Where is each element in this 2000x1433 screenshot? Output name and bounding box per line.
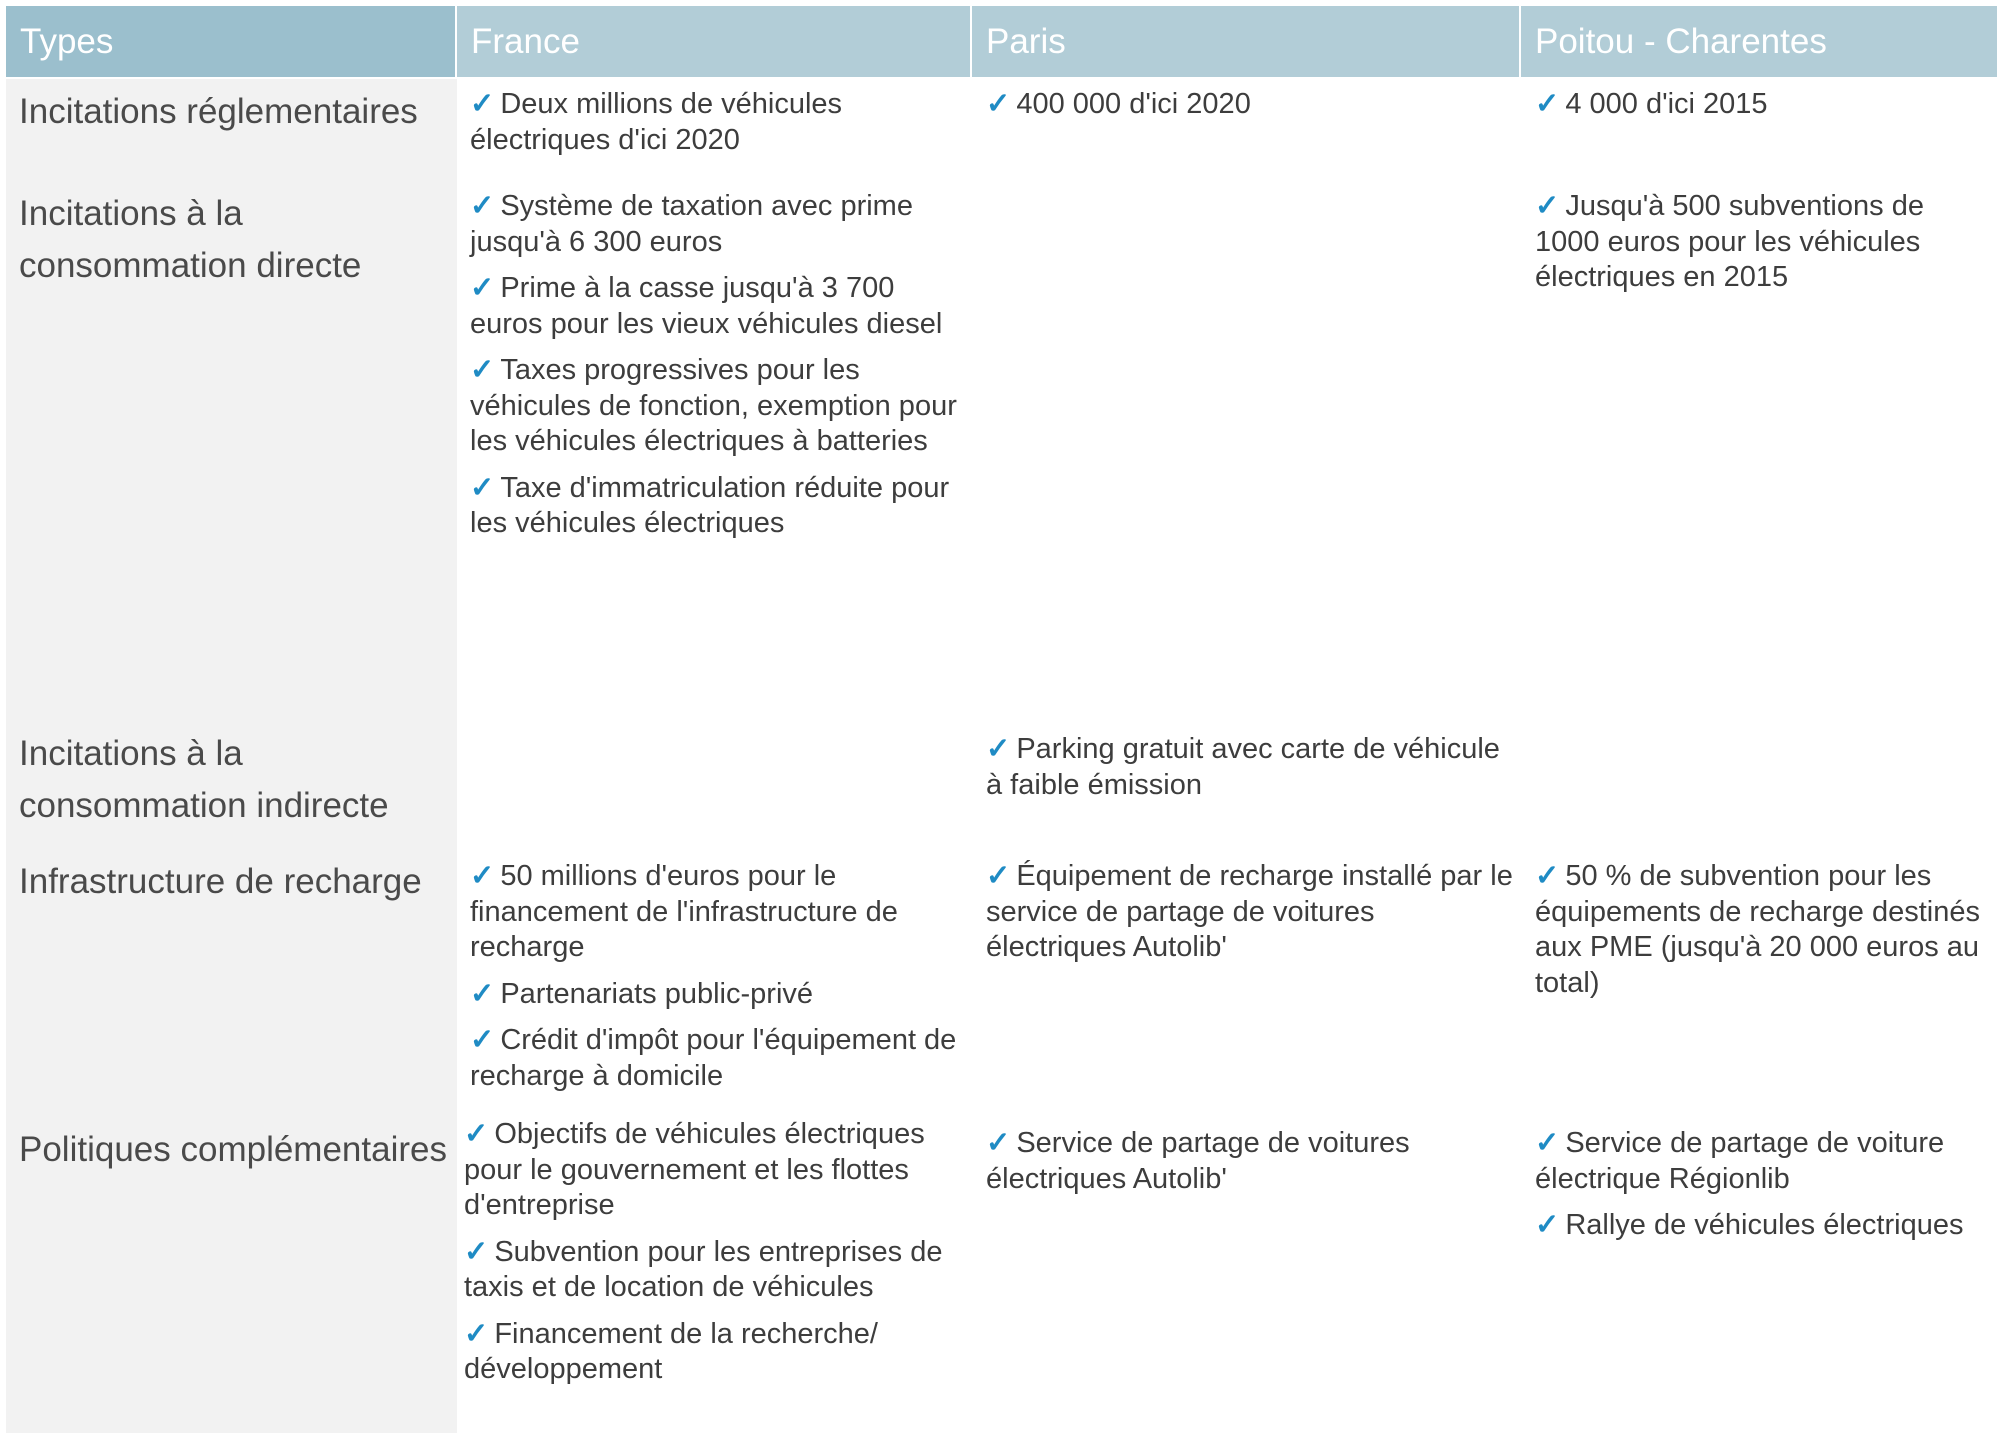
header-france: France — [457, 6, 972, 77]
checkmark-icon: ✓ — [464, 1317, 489, 1350]
list-item-text: Système de taxation avec prime jusqu'à 6 300 euros — [470, 190, 913, 258]
list-item-text: Financement de la recherche/ développement — [464, 1317, 878, 1385]
checkmark-icon: ✓ — [470, 354, 495, 386]
list-item — [1535, 859, 1995, 1001]
header-divider — [1519, 6, 1521, 77]
cell-france-row-1 — [470, 87, 960, 169]
list-item — [1535, 189, 1995, 296]
list-item — [464, 1117, 954, 1224]
row-label-infrastructure: Infrastructure de recharge — [19, 862, 422, 901]
checkmark-icon: ✓ — [1535, 88, 1560, 120]
cell-poitou-row-1 — [1535, 87, 1995, 134]
list-item — [470, 353, 960, 460]
checkmark-icon: ✓ — [470, 860, 495, 892]
row-label-conso-directe: Incitations à la consommation directe — [19, 194, 362, 285]
cell-poitou-row-4 — [1535, 859, 1995, 1012]
list-item-text: Service de partage de voitures électriques Autolib' — [986, 1127, 1410, 1195]
checkmark-icon: ✓ — [470, 471, 495, 504]
header-types: Types — [6, 6, 457, 77]
list-item — [986, 732, 1516, 803]
header-paris: Paris — [972, 6, 1521, 77]
list-item-text: 50 millions d'euros pour le financement de l'infrastructure de recharge — [470, 860, 898, 963]
cell-france-row-4 — [470, 859, 960, 1105]
row-label-politiques: Politiques complémentaires — [19, 1130, 447, 1169]
cell-poitou-row-2 — [1535, 189, 1995, 307]
list-item — [470, 271, 960, 342]
checkmark-icon: ✓ — [1535, 190, 1560, 222]
cell-paris-row-1 — [986, 87, 1516, 134]
row-label-reglementaires: Incitations réglementaires — [19, 92, 418, 131]
checkmark-icon: ✓ — [1535, 1127, 1560, 1159]
list-item — [986, 859, 1516, 966]
list-item-text: 50 % de subvention pour les équipements de recharge destinés aux PME (jusqu'à 20 000 euros au total) — [1535, 860, 1980, 999]
list-item — [986, 87, 1516, 123]
cell-poitou-row-5 — [1535, 1126, 1995, 1255]
header-poitou-charentes: Poitou - Charentes — [1521, 6, 1997, 77]
cell-france-row-2 — [470, 189, 960, 553]
checkmark-icon: ✓ — [1535, 1209, 1560, 1241]
list-item-text: 400 000 d'ici 2020 — [1016, 88, 1251, 120]
checkmark-icon: ✓ — [986, 733, 1011, 765]
policy-table — [6, 6, 1997, 1433]
list-item — [470, 1023, 960, 1094]
checkmark-icon: ✓ — [470, 977, 495, 1010]
checkmark-icon: ✓ — [470, 190, 495, 222]
list-item-text: Prime à la casse jusqu'à 3 700 euros pour les vieux véhicules diesel — [470, 272, 943, 340]
list-item-text: Équipement de recharge installé par le service de partage de voitures électriques Autolib' — [986, 860, 1513, 963]
list-item-text: 4 000 d'ici 2015 — [1565, 88, 1768, 120]
checkmark-icon: ✓ — [986, 860, 1011, 892]
checkmark-icon: ✓ — [470, 1024, 495, 1056]
table-header — [6, 6, 1997, 77]
cell-paris-row-3 — [986, 732, 1516, 814]
list-item — [464, 1235, 954, 1306]
list-item — [470, 87, 960, 158]
list-item-text: Subvention pour les entreprises de taxis et de location de véhicules — [464, 1235, 943, 1303]
list-item — [470, 859, 960, 966]
cell-france-row-5 — [464, 1117, 954, 1399]
checkmark-icon: ✓ — [464, 1118, 489, 1150]
list-item-text: Crédit d'impôt pour l'équipement de recharge à domicile — [470, 1024, 957, 1092]
list-item-text: Objectifs de véhicules électriques pour le gouvernement et les flottes d'entreprise — [464, 1118, 925, 1221]
list-item-text: Parking gratuit avec carte de véhicule à faible émission — [986, 733, 1500, 801]
list-item — [464, 1317, 954, 1388]
checkmark-icon: ✓ — [470, 88, 495, 120]
checkmark-icon: ✓ — [1535, 860, 1560, 892]
list-item-text: Taxe d'immatriculation réduite pour les véhicules électriques — [470, 471, 950, 539]
list-item-text: Jusqu'à 500 subventions de 1000 euros pour les véhicules électriques en 2015 — [1535, 190, 1924, 293]
checkmark-icon: ✓ — [464, 1235, 489, 1268]
list-item — [470, 977, 960, 1013]
list-item-text: Partenariats public-privé — [500, 977, 814, 1010]
cell-paris-row-5 — [986, 1126, 1516, 1208]
list-item-text: Deux millions de véhicules électriques d'ici 2020 — [470, 88, 843, 156]
list-item — [1535, 1208, 1995, 1244]
list-item-text: Taxes progressives pour les véhicules de fonction, exemption pour les véhicules électriques à batteries — [470, 354, 957, 457]
list-item-text: Rallye de véhicules électriques — [1565, 1209, 1964, 1241]
list-item — [986, 1126, 1516, 1197]
list-item — [470, 189, 960, 260]
list-item — [1535, 87, 1995, 123]
checkmark-icon: ✓ — [470, 272, 495, 304]
header-divider — [970, 6, 972, 77]
row-label-conso-indirecte: Incitations à la consommation indirecte — [19, 734, 389, 825]
checkmark-icon: ✓ — [986, 88, 1011, 120]
list-item-text: Service de partage de voiture électrique Régionlib — [1535, 1127, 1945, 1195]
list-item — [1535, 1126, 1995, 1197]
cell-paris-row-4 — [986, 859, 1516, 977]
checkmark-icon: ✓ — [986, 1127, 1011, 1159]
header-divider — [455, 6, 457, 77]
list-item — [470, 471, 960, 542]
